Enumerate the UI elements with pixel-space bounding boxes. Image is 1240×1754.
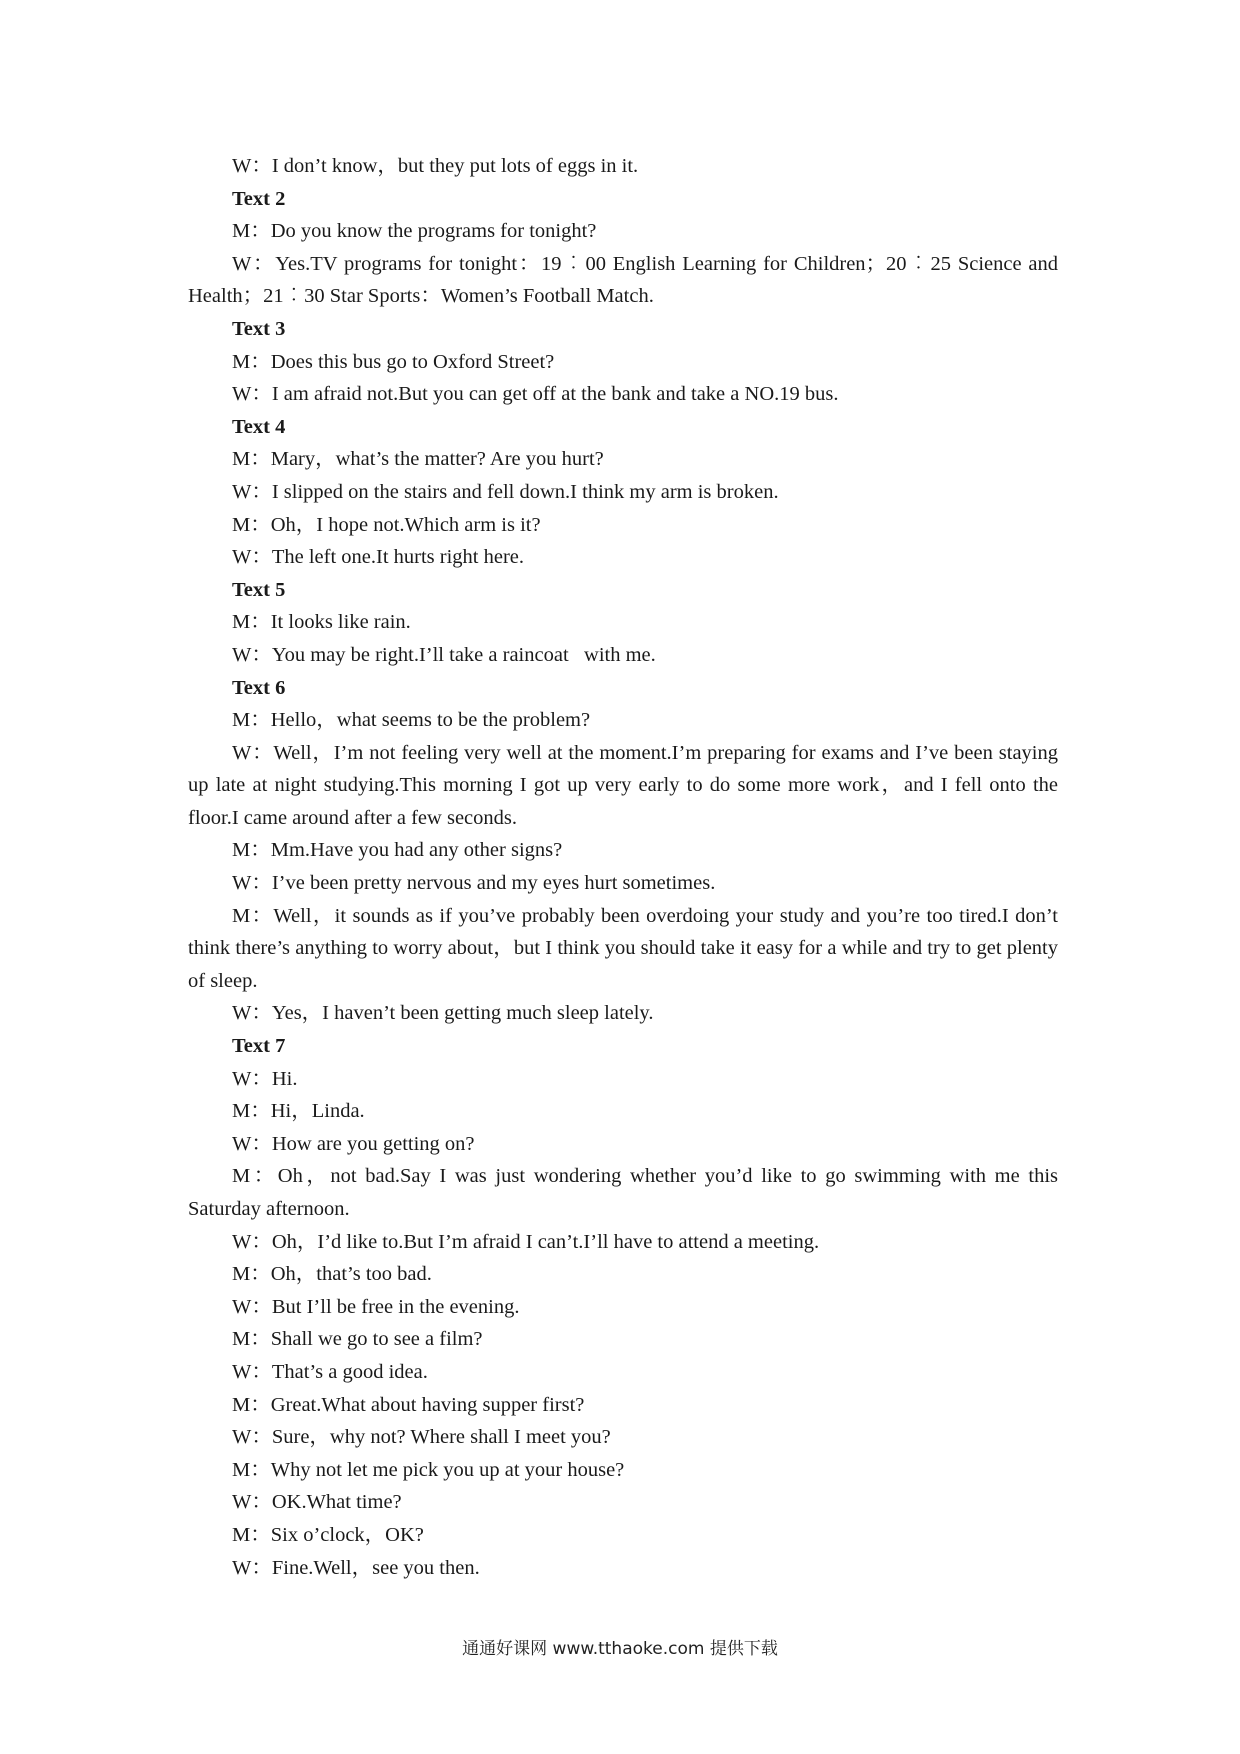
section-heading: Text 7 xyxy=(232,1035,286,1058)
dialogue-line: W：I slipped on the stairs and fell down.I think my arm is broken. xyxy=(232,480,779,503)
section-heading: Text 6 xyxy=(232,676,286,699)
dialogue-line: W：How are you getting on? xyxy=(232,1132,475,1155)
dialogue-line: M：Oh，I hope not.Which arm is it? xyxy=(232,513,541,536)
dialogue-line: M：Why not let me pick you up at your house? xyxy=(232,1458,625,1481)
dialogue-line: W：You may be right.I’ll take a raincoat with me. xyxy=(232,643,656,666)
dialogue-line: M：It looks like rain. xyxy=(232,611,411,634)
dialogue-line: M：Great.What about having supper first? xyxy=(232,1393,585,1416)
dialogue-line: M：Mary，what’s the matter? Are you hurt? xyxy=(232,448,604,471)
section-heading: Text 5 xyxy=(232,578,286,601)
page-footer: 通通好课网 www.tthaoke.com 提供下载 xyxy=(462,1639,778,1659)
dialogue-line: W：I’ve been pretty nervous and my eyes hurt sometimes. xyxy=(232,872,716,895)
dialogue-line: W：Well，I’m not feeling very well at the moment.I’m preparing for exams and I’ve been staying up late at night studying.This morning I got up very early to do some more work，and I fell onto the floor.I came around after a few seconds. xyxy=(188,741,1064,829)
dialogue-line: W：I am afraid not.But you can get off at the bank and take a NO.19 bus. xyxy=(232,383,839,406)
section-heading: Text 2 xyxy=(232,187,286,210)
dialogue-line: W：Yes，I haven’t been getting much sleep lately. xyxy=(232,1002,654,1025)
dialogue-line: W：The left one.It hurts right here. xyxy=(232,546,525,569)
dialogue-line: M：Shall we go to see a film? xyxy=(232,1328,483,1351)
dialogue-line: W：Oh，I’d like to.But I’m afraid I can’t.I’ll have to attend a meeting. xyxy=(232,1230,820,1253)
dialogue-line: M：Mm.Have you had any other signs? xyxy=(232,839,563,862)
dialogue-line: M：Oh，not bad.Say I was just wondering whether you’d like to go swimming with me this Saturday afternoon. xyxy=(188,1165,1064,1220)
document-body xyxy=(188,150,1064,1584)
dialogue-line: W：Fine.Well，see you then. xyxy=(232,1556,480,1579)
dialogue-line: M：Oh，that’s too bad. xyxy=(232,1263,432,1286)
dialogue-line: W：Sure，why not? Where shall I meet you? xyxy=(232,1426,611,1449)
dialogue-line: M：Hello，what seems to be the problem? xyxy=(232,709,591,732)
dialogue-line: W：I don’t know，but they put lots of eggs in it. xyxy=(232,155,639,177)
section-heading: Text 4 xyxy=(232,415,286,438)
dialogue-line: W：That’s a good idea. xyxy=(232,1360,428,1383)
section-heading: Text 3 xyxy=(232,317,286,340)
dialogue-line: W：OK.What time? xyxy=(232,1491,402,1514)
dialogue-line: W：But I’ll be free in the evening. xyxy=(232,1295,520,1318)
dialogue-line: W：Yes.TV programs for tonight：19︰00 English Learning for Children；20︰25 Science and Health；21︰30 Star Sports：Women’s Football Match. xyxy=(188,252,1064,308)
dialogue-line: M：Hi，Linda. xyxy=(232,1100,365,1123)
dialogue-line: M：Does this bus go to Oxford Street? xyxy=(232,350,555,373)
dialogue-line: M：Well，it sounds as if you’ve probably been overdoing your study and you’re too tired.I don’t think there’s anything to worry about，but I think you should take it easy for a while and try to get plenty of sleep. xyxy=(188,904,1064,992)
dialogue-line: W：Hi. xyxy=(232,1067,298,1090)
dialogue-line: M：Do you know the programs for tonight? xyxy=(232,220,597,243)
dialogue-line: M：Six o’clock，OK? xyxy=(232,1523,424,1546)
